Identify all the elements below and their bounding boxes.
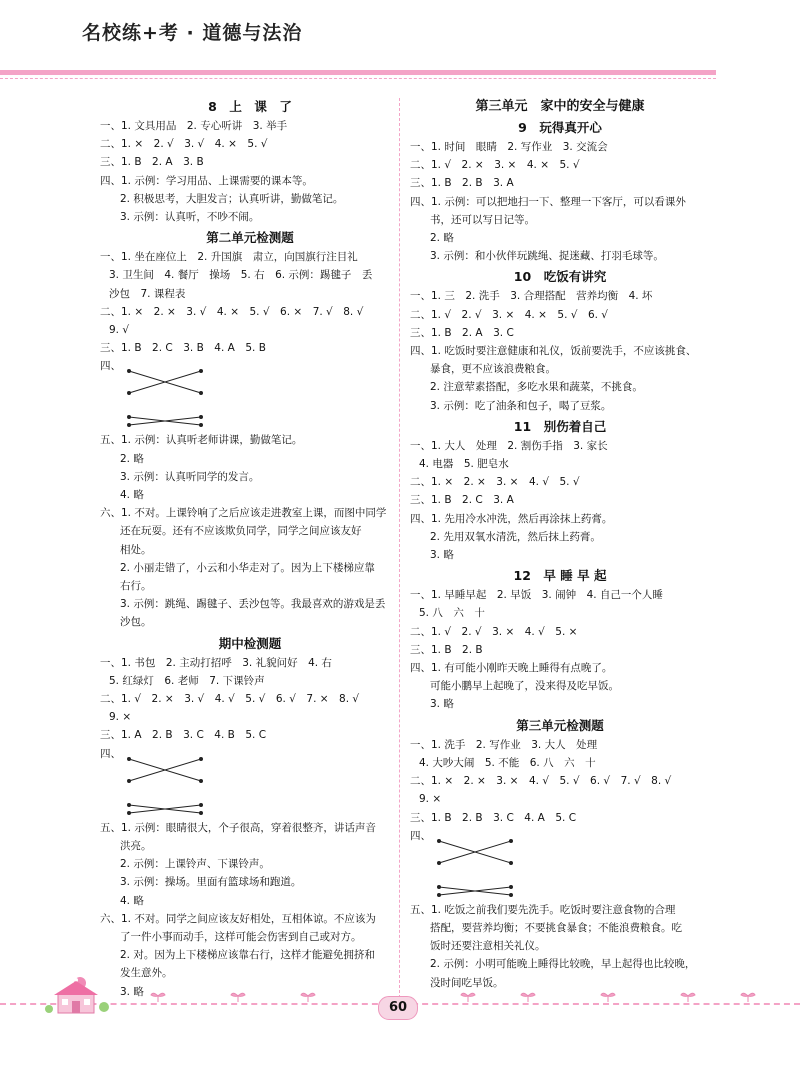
answer-line: 3. 示例：认真听，不吵不闹。 [120, 211, 260, 224]
sprout-decoration-icon [600, 990, 616, 1002]
section-title: 第二单元检测题 [206, 230, 294, 246]
answer-line: 9. × [109, 711, 132, 724]
sprout-decoration-icon [740, 990, 756, 1002]
match-dot [199, 779, 203, 783]
answer-line: 还在玩耍。还有不应该欺负同学，同学之间应该友好 [120, 525, 362, 538]
answer-line: 一、1. 书包 2. 主动打招呼 3. 礼貌问好 4. 右 [100, 656, 332, 669]
answer-line: 9. √ [109, 324, 130, 337]
match-dot [127, 803, 131, 807]
answer-line: 3. 示例：吃了油条和包子，喝了豆浆。 [430, 399, 612, 412]
right-column [410, 95, 710, 992]
match-dot [509, 839, 513, 843]
answer-line: 三、1. B 2. B [410, 643, 483, 656]
answer-line: 4. 大吵大闹 5. 不能 6. 八 六 十 [419, 756, 596, 769]
match-dot [127, 779, 131, 783]
answer-line: 一、1. 洗手 2. 写作业 3. 大人 处理 [410, 738, 598, 751]
answer-line: 二、1. √ 2. √ 3. × 4. √ 5. × [410, 625, 578, 638]
answer-line: 2. 对。因为上下楼梯应该靠右行，这样才能避免拥挤和 [120, 949, 375, 962]
answer-line: 二、1. × 2. √ 3. √ 4. × 5. √ [100, 138, 268, 151]
match-dot [509, 893, 513, 897]
sprout-decoration-icon [230, 990, 246, 1002]
answer-line: 三、1. B 2. A 3. B [100, 156, 204, 169]
answer-line: 2. 略 [120, 452, 144, 465]
sprout-decoration-icon [520, 990, 536, 1002]
answer-line: 4. 略 [120, 489, 144, 502]
match-dot [437, 885, 441, 889]
answer-line: 5. 八 六 十 [419, 607, 485, 620]
header-rule [0, 70, 716, 75]
answer-line: 二、1. × 2. × 3. × 4. √ 5. √ 6. √ 7. √ 8. √ [410, 775, 672, 788]
answer-line: 五、1. 示例：认真听老师讲课，勤做笔记。 [100, 434, 303, 447]
match-dot [127, 811, 131, 815]
match-dot [127, 757, 131, 761]
match-dot [199, 757, 203, 761]
sprout-decoration-icon [150, 990, 166, 1002]
match-dot [127, 415, 131, 419]
answer-line: 六、1. 不对。上课铃响了之后应该走进教室上课，而图中同学 [100, 507, 387, 520]
answer-line: 右行。 [120, 580, 152, 593]
header-dashed-rule [0, 78, 716, 80]
answer-line: 四、1. 吃饭时要注意健康和礼仪，饭前要洗手，不应该挑食、 [410, 345, 697, 358]
answer-line: 3. 略 [120, 985, 144, 998]
match-dot [199, 391, 203, 395]
answer-line: 二、1. × 2. × 3. × 4. √ 5. √ [410, 476, 580, 489]
answer-line: 一、1. 文具用品 2. 专心听讲 3. 举手 [100, 120, 288, 132]
matching-lines-diagram [431, 835, 521, 901]
matching-answer [100, 745, 400, 819]
answer-line: 3. 示例：跳绳、踢毽子、丢沙包等。我最喜欢的游戏是丢 [120, 598, 386, 611]
match-dot [437, 839, 441, 843]
matching-answer [410, 827, 710, 901]
matching-lines-diagram [121, 753, 211, 819]
answer-line: 3. 示例：认真听同学的发言。 [120, 470, 260, 483]
answer-line: 六、1. 不对。同学之间应该友好相处，互相体谅。不应该为 [100, 912, 376, 925]
section-title: 9 玩得真开心 [518, 120, 602, 135]
answer-line: 洪亮。 [120, 839, 152, 852]
matching-label: 四、 [410, 829, 431, 842]
match-dot [199, 811, 203, 815]
answer-line: 一、1. 大人 处理 2. 割伤手指 3. 家长 [410, 439, 608, 452]
answer-line: 3. 略 [430, 698, 454, 711]
answer-line: 二、1. √ 2. × 3. √ 4. √ 5. √ 6. √ 7. × 8. √ [100, 693, 360, 706]
match-dot [127, 391, 131, 395]
answer-line: 沙包 7. 课程表 [109, 287, 186, 300]
section-title: 第三单元检测题 [516, 717, 604, 733]
answer-line: 书，还可以写日记等。 [430, 213, 535, 226]
matching-label: 四、 [100, 747, 121, 760]
answer-line: 2. 小丽走错了，小云和小华走对了。因为上下楼梯应靠 [120, 561, 375, 574]
answer-line: 2. 先用双氧水清洗，然后抹上药膏。 [430, 530, 601, 543]
matching-label: 四、 [100, 360, 121, 373]
answer-line: 3. 示例：操场。里面有篮球场和跑道。 [120, 876, 302, 889]
answer-line: 暴食，更不应该浪费粮食。 [430, 363, 556, 376]
answer-line: 发生意外。 [120, 967, 173, 980]
answer-line: 5. 红绿灯 6. 老师 7. 下课铃声 [109, 674, 265, 687]
answer-line: 相处。 [120, 543, 152, 556]
answer-line: 饭时还要注意相关礼仪。 [430, 940, 546, 953]
answer-line: 二、1. √ 2. √ 3. × 4. × 5. √ 6. √ [410, 308, 608, 321]
answer-line: 一、1. 时间 眼睛 2. 写作业 3. 交流会 [410, 141, 608, 153]
answer-line: 二、1. √ 2. × 3. × 4. × 5. √ [410, 159, 580, 172]
section-title: 10 吃饭有讲究 [513, 269, 607, 285]
match-dot [127, 369, 131, 373]
answer-line: 2. 积极思考，大胆发言；认真听讲，勤做笔记。 [120, 192, 344, 205]
answer-line: 2. 示例：上课铃声、下课铃声。 [120, 858, 270, 871]
sprout-decoration-icon [680, 990, 696, 1002]
answer-line: 四、1. 先用冷水冲洗，然后再涂抹上药膏。 [410, 512, 613, 525]
answer-line: 可能小鹏早上起晚了，没来得及吃早饭。 [430, 680, 619, 693]
answer-line: 搭配，要营养均衡；不要挑食暴食；不能浪费粮食。吃 [430, 921, 682, 934]
answer-line: 没时间吃早饭。 [430, 976, 504, 989]
answer-line: 四、1. 示例：学习用品、上课需要的课本等。 [100, 174, 313, 187]
answer-line: 一、1. 早睡早起 2. 早饭 3. 闹钟 4. 自己一个人睡 [410, 589, 663, 602]
answer-line: 9. × [419, 793, 442, 806]
match-dot [437, 893, 441, 897]
matching-lines-diagram [121, 365, 211, 431]
match-dot [509, 885, 513, 889]
answer-line: 五、1. 示例：眼睛很大，个子很高，穿着很整齐，讲话声音 [100, 821, 376, 834]
section-title: 12 早 睡 早 起 [513, 568, 607, 584]
section-title: 11 别伤着自己 [513, 418, 607, 434]
answer-line: 2. 示例：小明可能晚上睡得比较晚，早上起得也比较晚， [430, 958, 696, 971]
match-dot [199, 423, 203, 427]
answer-line: 了一件小事而动手，这样可能会伤害到自己或对方。 [120, 930, 362, 943]
match-dot [437, 861, 441, 865]
answer-line: 三、1. B 2. B 3. C 4. A 5. C [410, 811, 577, 824]
answer-line: 2. 略 [430, 232, 454, 245]
answer-line: 二、1. × 2. × 3. √ 4. × 5. √ 6. × 7. √ 8. √ [100, 305, 364, 318]
answer-line: 3. 卫生间 4. 餐厅 操场 5. 右 6. 示例：踢毽子 丢 [109, 269, 373, 282]
answer-line: 五、1. 吃饭之前我们要先洗手。吃饭时要注意食物的合理 [410, 903, 676, 916]
match-dot [199, 803, 203, 807]
answer-line: 3. 略 [430, 549, 454, 562]
answer-line: 三、1. A 2. B 3. C 4. B 5. C [100, 729, 267, 742]
match-dot [127, 423, 131, 427]
answer-line: 沙包。 [120, 616, 152, 629]
match-dot [199, 415, 203, 419]
answer-line: 四、1. 有可能小刚昨天晚上睡得有点晚了。 [410, 662, 613, 675]
answer-line: 三、1. B 2. C 3. B 4. A 5. B [100, 342, 266, 355]
section-title: 8 上 课 了 [208, 99, 292, 114]
answer-line: 一、1. 三 2. 洗手 3. 合理搭配 营养均衡 4. 坏 [410, 290, 653, 303]
answer-line: 4. 电器 5. 肥皂水 [419, 458, 509, 471]
answer-line: 三、1. B 2. A 3. C [410, 326, 514, 339]
sprout-decoration-icon [460, 990, 476, 1002]
book-title: 名校练+考 · 道德与法治 [82, 22, 303, 44]
section-title: 期中检测题 [218, 635, 282, 651]
answer-line: 一、1. 坐在座位上 2. 升国旗 肃立，向国旗行注目礼 [100, 251, 358, 264]
match-dot [509, 861, 513, 865]
answer-line: 四、1. 示例：可以把地扫一下、整理一下客厅，可以看课外 [410, 195, 686, 208]
house-decoration-icon [44, 975, 114, 1015]
answer-line: 2. 注意荤素搭配，多吃水果和蔬菜，不挑食。 [430, 381, 643, 394]
answer-line: 三、1. B 2. C 3. A [410, 494, 514, 507]
match-dot [199, 369, 203, 373]
page-number: 60 [378, 996, 418, 1020]
section-title: 第三单元 家中的安全与健康 [475, 99, 645, 114]
answer-line: 3. 示例：和小伙伴玩跳绳、捉迷藏、打羽毛球等。 [430, 250, 664, 263]
matching-answer [100, 357, 400, 431]
answer-line: 4. 略 [120, 894, 144, 907]
left-column [100, 95, 400, 1001]
sprout-decoration-icon [300, 990, 316, 1002]
answer-line: 三、1. B 2. B 3. A [410, 177, 514, 190]
